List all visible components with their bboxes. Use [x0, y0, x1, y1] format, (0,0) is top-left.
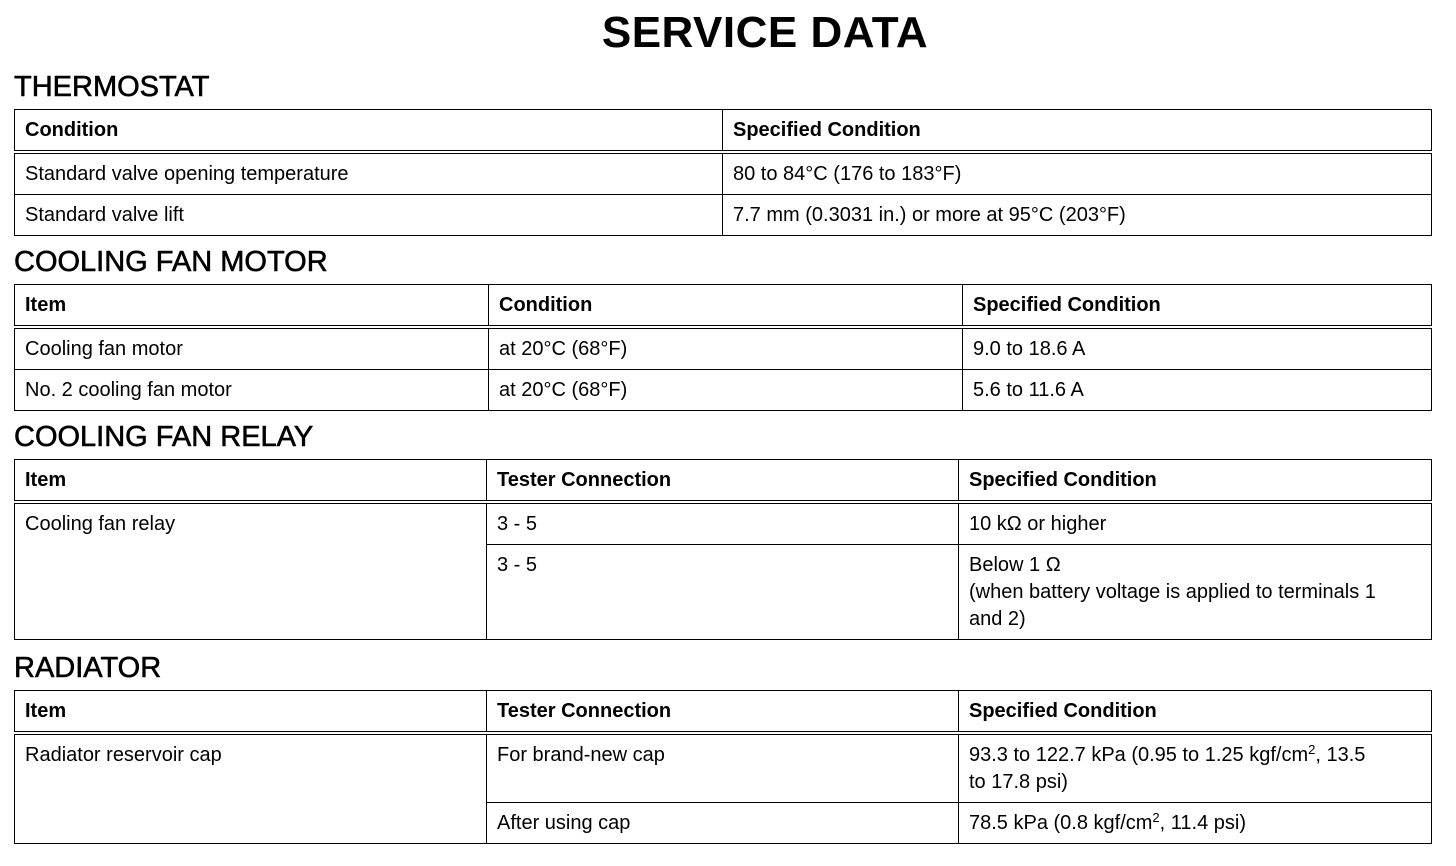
table-cell: For brand-new cap [487, 733, 959, 803]
thermostat-heading: THERMOSTAT [14, 71, 210, 103]
table-row [15, 502, 1432, 545]
table-cell: Standard valve opening temperature [15, 152, 723, 195]
table-cell: at 20°C (68°F) [489, 370, 963, 411]
spec-line: to 17.8 psi) [969, 771, 1068, 793]
spec-line: Below 1 Ω [969, 554, 1061, 576]
table-cell: After using cap [487, 803, 959, 844]
table-cell [959, 545, 1432, 640]
table-cell: Radiator reservoir cap [15, 733, 487, 844]
table-header-row [15, 460, 1432, 503]
column-header: Item [15, 691, 487, 734]
table-cell: Cooling fan relay [15, 502, 487, 640]
radiator-table [14, 690, 1432, 844]
column-header: Specified Condition [959, 460, 1432, 503]
column-header: Tester Connection [487, 460, 959, 503]
cooling-fan-relay-heading: COOLING FAN RELAY [14, 421, 314, 453]
column-header: Specified Condition [963, 285, 1432, 328]
column-header: Item [15, 460, 487, 503]
table-header-row [15, 110, 1432, 153]
table-cell: 10 kΩ or higher [959, 502, 1432, 545]
cooling-fan-relay-table [14, 459, 1432, 640]
table-cell: 5.6 to 11.6 A [963, 370, 1432, 411]
table-cell: 3 - 5 [487, 502, 959, 545]
column-header: Specified Condition [959, 691, 1432, 734]
table-header-row [15, 285, 1432, 328]
table-cell: at 20°C (68°F) [489, 327, 963, 370]
column-header: Item [15, 285, 489, 328]
column-header: Condition [15, 110, 723, 153]
spec-line: (when battery voltage is applied to terminals 1 [969, 581, 1376, 603]
table-cell [959, 733, 1432, 803]
spec-line: 78.5 kPa (0.8 kgf/$cm^2$, 11.4 psi) [969, 810, 1246, 834]
spec-line: and 2) [969, 608, 1026, 630]
cooling-fan-motor-table [14, 284, 1432, 411]
column-header: Specified Condition [723, 110, 1432, 153]
table-cell: 9.0 to 18.6 A [963, 327, 1432, 370]
table-row [15, 370, 1432, 411]
spec-line: 93.3 to 122.7 kPa (0.95 to 1.25 kgf/$cm^2$, 13.5 [969, 742, 1366, 766]
radiator-heading: RADIATOR [14, 652, 162, 684]
table-cell [959, 803, 1432, 844]
table-cell: 7.7 mm (0.3031 in.) or more at 95°C (203°F) [723, 195, 1432, 236]
table-cell: Standard valve lift [15, 195, 723, 236]
thermostat-table [14, 109, 1432, 236]
table-row [15, 152, 1432, 195]
table-cell: 3 - 5 [487, 545, 959, 640]
column-header: Condition [489, 285, 963, 328]
column-header: Tester Connection [487, 691, 959, 734]
table-row [15, 327, 1432, 370]
table-row [15, 195, 1432, 236]
cooling-fan-motor-heading: COOLING FAN MOTOR [14, 246, 328, 278]
table-cell: 80 to 84°C (176 to 183°F) [723, 152, 1432, 195]
table-cell: Cooling fan motor [15, 327, 489, 370]
table-header-row [15, 691, 1432, 734]
page-title: SERVICE DATA [601, 8, 929, 57]
table-row [15, 733, 1432, 803]
table-cell: No. 2 cooling fan motor [15, 370, 489, 411]
